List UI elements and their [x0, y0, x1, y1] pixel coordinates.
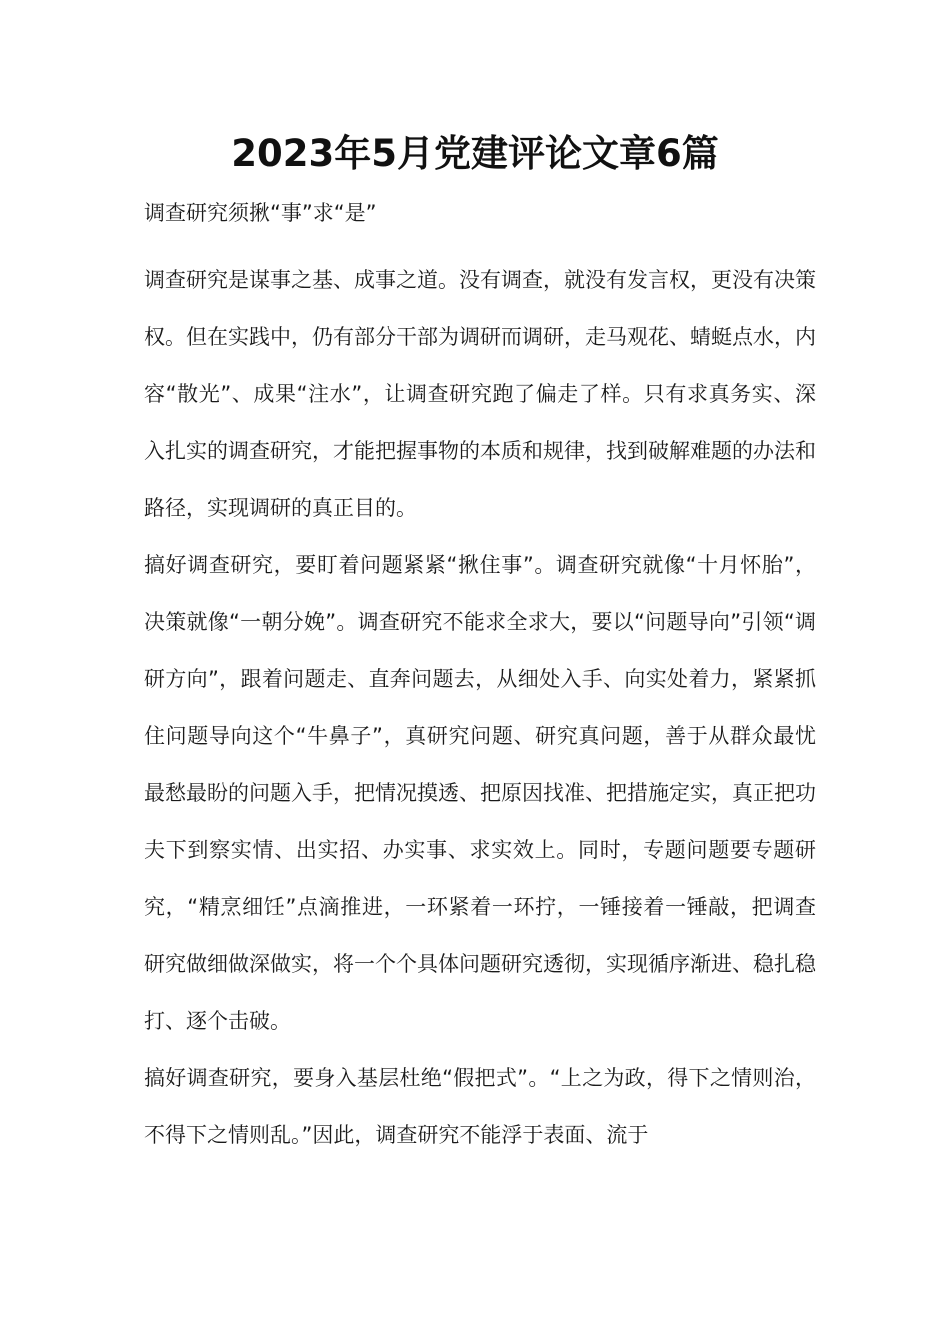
paragraph-3: 搞好调查研究，要身入基层杜绝“假把式”。“上之为政，得下之情则治，不得下之情则乱。”因此，调查研究不能浮于表面、流于: [144, 1066, 816, 1147]
paragraph-2: 搞好调查研究，要盯着问题紧紧“揪住事”。调查研究就像“十月怀胎”，决策就像“一朝分娩”。调查研究不能求全求大，要以“问题导向”引领“调研方向”，跟着问题走、直奔问题去，从细处入手、向实处着力，紧紧抓住问题导向这个“牛鼻子”，真研究问题、研究真问题，善于从群众最忧最愁最盼的问题入手，把情况摸透、把原因找准、把措施定实，真正把功夫下到察实情、出实招、办实事、求实效上。同时，专题问题要专题研究，“精烹细饪”点滴推进，一环紧着一环拧，一锤接着一锤敲，把调查研究做细做深做实，将一个个具体问题研究透彻，实现循序渐进、稳扎稳打、逐个击破。: [144, 553, 816, 1033]
document-title: 2023年5月党建评论文章6篇: [231, 132, 719, 175]
paragraph-1: 调查研究是谋事之基、成事之道。没有调查，就没有发言权，更没有决策权。但在实践中，仍有部分干部为调研而调研，走马观花、蜻蜓点水，内容“散光”、成果“注水”，让调查研究跑了偏走了样。只有求真务实、深入扎实的调查研究，才能把握事物的本质和规律，找到破解难题的办法和路径，实现调研的真正目的。: [144, 268, 816, 520]
article-subtitle: 调查研究须揪“事”求“是”: [144, 201, 377, 225]
article-body: [144, 252, 816, 1164]
